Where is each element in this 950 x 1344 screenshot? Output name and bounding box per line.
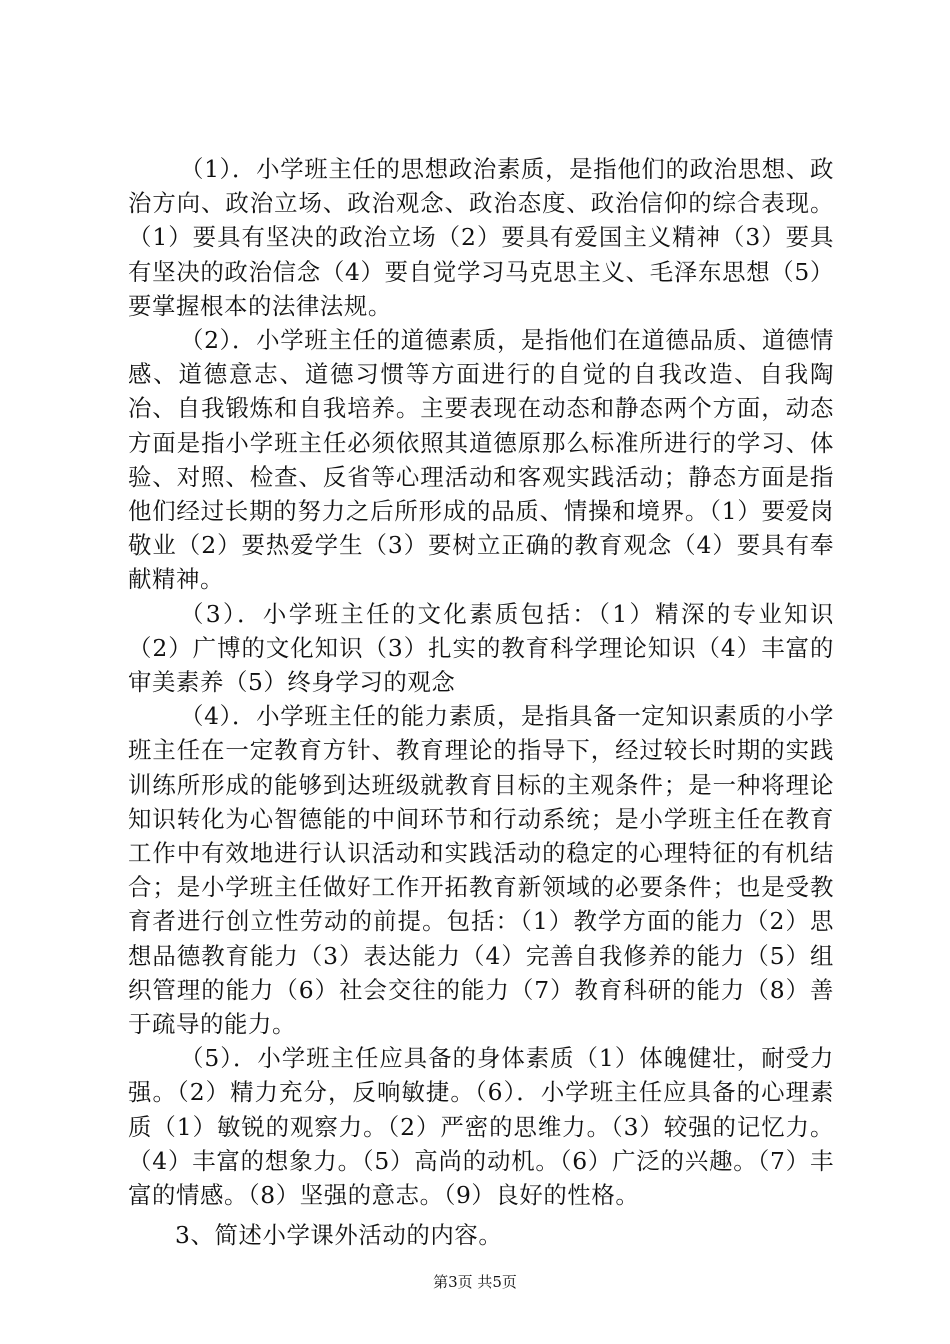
document-body xyxy=(128,152,834,1253)
page-footer: 第3页 共5页 xyxy=(433,1273,517,1291)
paragraph-cultural-quality: （3）．小学班主任的文化素质包括：（1）精深的专业知识（2）广博的文化知识（3）扎实的教育科学理论知识（4）丰富的审美素养（5）终身学习的观念 xyxy=(128,599,834,697)
paragraph-physical-psychological-quality: （5）．小学班主任应具备的身体素质（1）体魄健壮，耐受力强。（2）精力充分，反响敏捷。（6）．小学班主任应具备的心理素质（1）敏锐的观察力。（2）严密的思维力。（3）较强的记忆力。（4）丰富的想象力。（5）高尚的动机。（6）广泛的兴趣。（7）丰富的情感。（8）坚强的意志。（9）良好的性格。 xyxy=(128,1044,834,1210)
question-heading: 3、简述小学课外活动的内容。 xyxy=(175,1221,503,1250)
paragraph-moral-quality: （2）．小学班主任的道德素质，是指他们在道德品质、道德情感、道德意志、道德习惯等方面进行的自觉的自我改造、自我陶冶、自我锻炼和自我培养。主要表现在动态和静态两个方面，动态方面是指小学班主任必须依照其道德原那么标准所进行的学习、体验、对照、检查、反省等心理活动和客观实践活动；静态方面是指他们经过长期的努力之后所形成的品质、情操和境界。（1）要爱岗敬业（2）要热爱学生（3）要树立正确的教育观念（4）要具有奉献精神。 xyxy=(128,326,834,594)
paragraph-ability-quality: （4）．小学班主任的能力素质，是指具备一定知识素质的小学班主任在一定教育方针、教育理论的指导下，经过较长时期的实践训练所形成的能够到达班级就教育目标的主观条件；是一种将理论知识转化为心智德能的中间环节和行动系统；是小学班主任在教育工作中有效地进行认识活动和实践活动的稳定的心理特征的有机结合；是小学班主任做好工作开拓教育新领域的必要条件；也是受教育者进行创立性劳动的前提。包括：（1）教学方面的能力（2）思想品德教育能力（3）表达能力（4）完善自我修养的能力（5）组织管理的能力（6）社会交往的能力（7）教育科研的能力（8）善于疏导的能力。 xyxy=(128,702,834,1039)
paragraph-political-quality: （1）．小学班主任的思想政治素质，是指他们的政治思想、政治方向、政治立场、政治观念、政治态度、政治信仰的综合表现。（1）要具有坚决的政治立场（2）要具有爱国主义精神（3）要具有坚决的政治信念（4）要自觉学习马克思主义、毛泽东思想（5）要掌握根本的法律法规。 xyxy=(128,155,834,320)
